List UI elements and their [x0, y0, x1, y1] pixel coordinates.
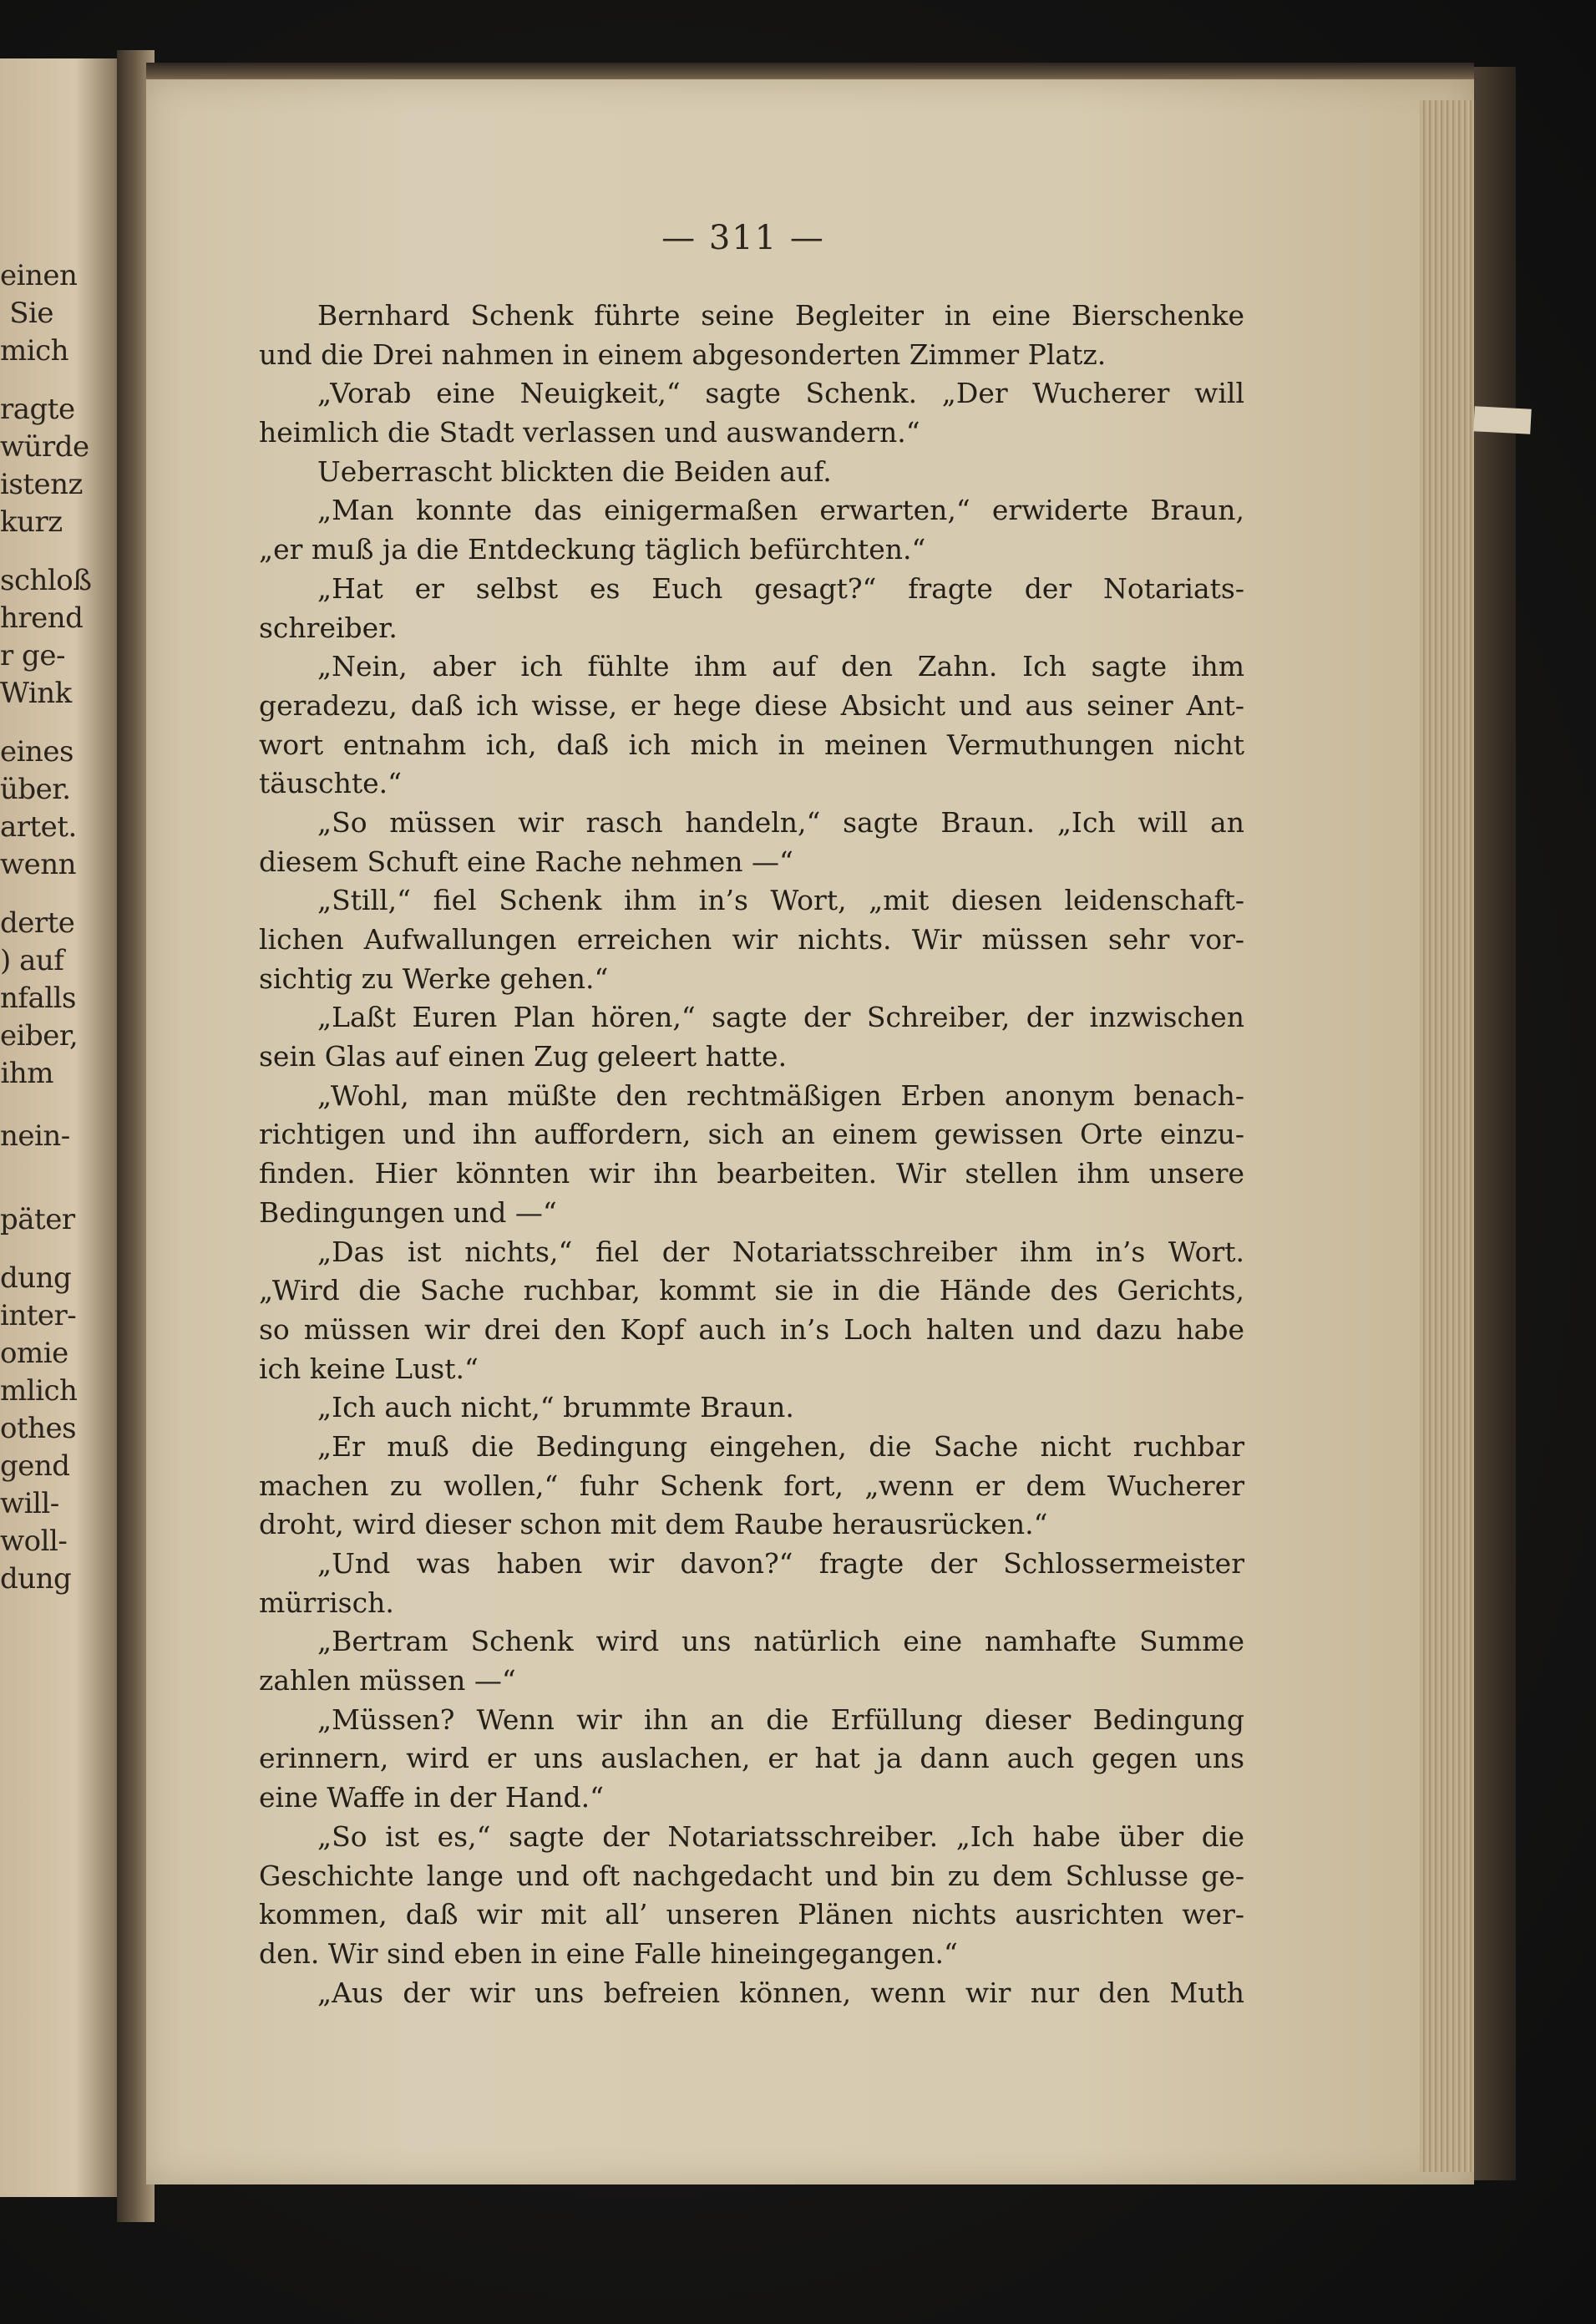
left-page-fragment: mlich — [0, 1374, 78, 1408]
text-line: „So müssen wir rasch handeln,“ sagte Braun. „Ich will an — [317, 805, 1244, 839]
text-line: so müssen wir drei den Kopf auch in’s Loch halten und dazu habe — [259, 1312, 1244, 1346]
text-line: eine Waffe in der Hand.“ — [259, 1781, 604, 1814]
left-page-fragment: ragte — [0, 393, 75, 426]
text-line: „Nein, aber ich fühlte ihm auf den Zahn. Ich sagte ihm — [317, 650, 1244, 683]
text-line: „Aus der wir uns befreien können, wenn wir nur den Muth — [317, 1976, 1244, 2009]
left-page-fragment: inter- — [0, 1299, 77, 1332]
text-line: erinnern, wird er uns auslachen, er hat ja dann auch gegen uns — [259, 1742, 1244, 1775]
left-page-fragment: nfalls — [0, 982, 76, 1015]
left-page-fragment: hrend — [0, 601, 84, 635]
text-line: finden. Hier könnten wir ihn bearbeiten. Wir stellen ihm unsere — [259, 1157, 1244, 1190]
text-line: mürrisch. — [259, 1586, 394, 1619]
text-line: „Das ist nichts,“ fiel der Notariatsschreiber ihm in’s Wort. — [317, 1235, 1244, 1268]
left-page-fragment: würde — [0, 430, 89, 464]
left-page-fragment: einen — [0, 259, 78, 292]
text-line: droht, wird dieser schon mit dem Raube herausrücken.“ — [259, 1508, 1048, 1541]
text-line: „er muß ja die Entdeckung täglich befürchten.“ — [259, 533, 926, 566]
text-line: „Er muß die Bedingung eingehen, die Sache nicht ruchbar — [317, 1429, 1244, 1463]
text-line: wort entnahm ich, daß ich mich in meinen Vermuthungen nicht — [259, 728, 1244, 761]
left-page-fragment: dung — [0, 1261, 72, 1295]
text-line: „Und was haben wir davon?“ fragte der Schlossermeister — [317, 1547, 1244, 1580]
text-line: sichtig zu Werke gehen.“ — [259, 962, 609, 995]
text-line: heimlich die Stadt verlassen und auswandern.“ — [259, 416, 920, 449]
text-line: kommen, daß wir mit all’ unseren Plänen nichts ausrichten wer- — [259, 1898, 1244, 1931]
left-page-fragment: kurz — [0, 505, 63, 539]
text-line: „So ist es,“ sagte der Notariatsschreiber. „Ich habe über die — [317, 1819, 1244, 1853]
left-page-fragment: Sie — [9, 297, 53, 330]
left-page-fragment: derte — [0, 906, 75, 940]
left-page-fragment: artet. — [0, 810, 77, 844]
text-line: sein Glas auf einen Zug geleert hatte. — [259, 1040, 788, 1073]
left-page-fragment: woll- — [0, 1525, 68, 1558]
left-page-fragment: will- — [0, 1487, 59, 1520]
text-line: „Still,“ fiel Schenk ihm in’s Wort, „mit diesen leidenschaft- — [317, 884, 1244, 917]
bookmark-strip — [1473, 406, 1531, 434]
text-line: „Wird die Sache ruchbar, kommt sie in die Hände des Gerichts, — [259, 1274, 1244, 1307]
page-number: — 311 — — [661, 219, 825, 257]
left-page-fragment: istenz — [0, 468, 83, 501]
text-line: Bedingungen und —“ — [259, 1195, 557, 1229]
left-page-fragment: r ge- — [0, 639, 65, 672]
text-line: Geschichte lange und oft nachgedacht und bin zu dem Schlusse ge- — [259, 1859, 1244, 1892]
left-page-fragment: wenn — [0, 848, 77, 881]
text-line: „Hat er selbst es Euch gesagt?“ fragte der Notariats- — [317, 571, 1244, 605]
text-line: den. Wir sind eben in eine Falle hineingegangen.“ — [259, 1936, 958, 1970]
left-page-fragment: ) auf — [0, 944, 64, 977]
left-page-fragment: gend — [0, 1449, 70, 1483]
left-page-fragment: eines — [0, 735, 73, 769]
left-page-fragment: mich — [0, 334, 69, 368]
text-line: „Wohl, man müßte den rechtmäßigen Erben anonym benach- — [317, 1078, 1244, 1112]
text-line: Bernhard Schenk führte seine Begleiter in eine Bierschenke — [317, 299, 1244, 332]
book-cover-edge — [1474, 67, 1516, 2180]
text-line: richtigen und ihn auffordern, sich an einem gewissen Orte einzu- — [259, 1118, 1244, 1151]
text-line: zahlen müssen —“ — [259, 1664, 516, 1697]
text-line: täuschte.“ — [259, 767, 403, 800]
text-line: Ueberrascht blickten die Beiden auf. — [317, 454, 832, 488]
left-page-fragment: eiber, — [0, 1019, 79, 1053]
text-line: lichen Aufwallungen erreichen wir nichts. Wir müssen sehr vor- — [259, 923, 1244, 956]
left-page-fragment: schloß — [0, 564, 92, 597]
text-line: ich keine Lust.“ — [259, 1352, 479, 1385]
text-line: „Ich auch nicht,“ brummte Braun. — [317, 1391, 794, 1424]
left-page-fragment: ihm — [0, 1057, 53, 1090]
left-page-fragment: päter — [0, 1203, 75, 1236]
text-line: „Müssen? Wenn wir ihn an die Erfüllung dieser Bedingung — [317, 1702, 1244, 1736]
text-line: „Bertram Schenk wird uns natürlich eine namhafte Summe — [317, 1625, 1244, 1658]
text-line: „Vorab eine Neuigkeit,“ sagte Schenk. „Der Wucherer will — [317, 377, 1244, 410]
text-line: „Laßt Euren Plan hören,“ sagte der Schreiber, der inzwischen — [317, 1001, 1244, 1034]
facing-page-left — [0, 58, 125, 2197]
page-edge-stack — [1420, 100, 1482, 2172]
left-page-fragment: dung — [0, 1562, 72, 1596]
left-page-fragment: omie — [0, 1337, 68, 1370]
left-page-fragment: über. — [0, 773, 71, 806]
text-line: diesem Schuft eine Rache nehmen —“ — [259, 845, 793, 878]
body-text — [259, 297, 1244, 2012]
text-line: geradezu, daß ich wisse, er hege diese Absicht und aus seiner Ant- — [259, 688, 1244, 722]
text-line: „Man konnte das einigermaßen erwarten,“ erwiderte Braun, — [317, 494, 1244, 527]
left-page-fragment: nein- — [0, 1119, 70, 1153]
left-page-fragment: Wink — [0, 677, 72, 710]
left-page-fragment: othes — [0, 1412, 77, 1445]
text-line: machen zu wollen,“ fuhr Schenk fort, „wenn er dem Wucherer — [259, 1469, 1244, 1502]
text-line: schreiber. — [259, 611, 398, 644]
text-line: und die Drei nahmen in einem abgesonderten Zimmer Platz. — [259, 337, 1107, 371]
